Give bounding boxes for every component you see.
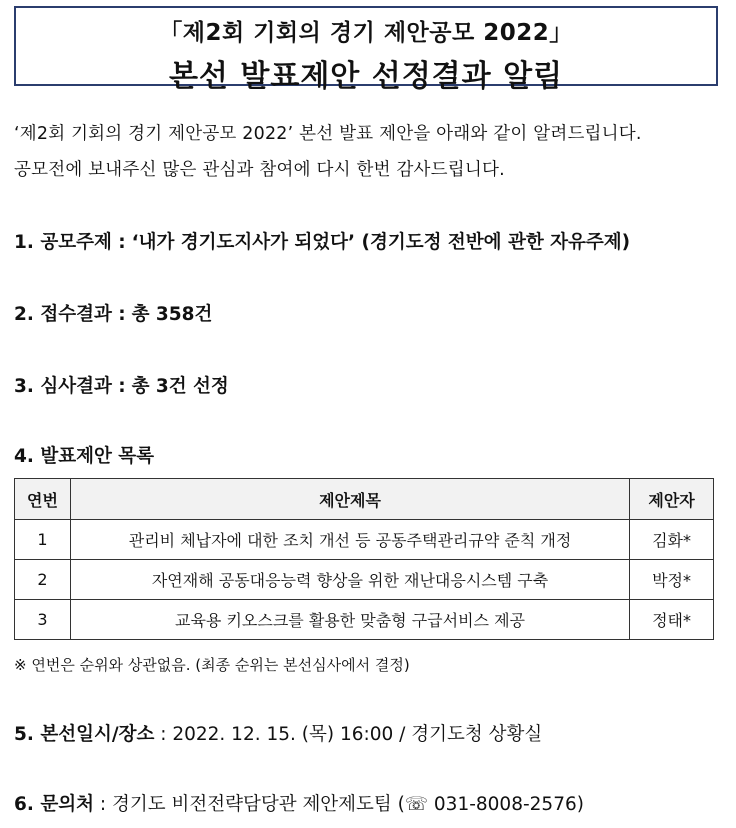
table-header-number: 연번 — [15, 479, 71, 520]
table-row — [15, 560, 714, 600]
item-review-label: 3. 심사결과 : — [14, 376, 126, 397]
table-header-row — [15, 479, 714, 520]
item-received-value: 총 358건 — [131, 304, 213, 325]
table-row — [15, 520, 714, 560]
proposal-table — [14, 478, 714, 640]
item-contact — [14, 790, 584, 816]
table-header-title: 제안제목 — [70, 479, 629, 520]
table-cell-proposer: 박정* — [630, 560, 714, 600]
item-topic — [14, 228, 630, 254]
intro-line-1: ‘제2회 기회의 경기 제안공모 2022’ 본선 발표 제안을 아래와 같이 알려드립니다. — [14, 124, 642, 144]
title-box — [14, 6, 718, 94]
item-topic-label: 1. 공모주제 : — [14, 232, 126, 253]
item-review — [14, 372, 229, 398]
item-date-label: 5. 본선일시/장소 — [14, 724, 155, 745]
page-title: 본선 발표제안 선정결과 알림 — [168, 59, 564, 94]
intro-paragraph — [14, 116, 726, 188]
table-cell-title: 자연재해 공동대응능력 향상을 위한 재난대응시스템 구축 — [70, 560, 629, 600]
table-cell-number: 3 — [15, 600, 71, 640]
item-contact-value: 경기도 비전전략담당관 제안제도팀 (☏ 031-8008-2576) — [111, 794, 584, 815]
table-cell-proposer: 김화* — [630, 520, 714, 560]
item-received-label: 2. 접수결과 : — [14, 304, 126, 325]
item-list-heading — [14, 442, 154, 468]
item-list-heading-label: 4. 발표제안 목록 — [14, 446, 155, 467]
item-date-value: 2022. 12. 15. (목) 16:00 / 경기도청 상황실 — [172, 724, 543, 745]
intro-line-2: 공모전에 보내주신 많은 관심과 참여에 다시 한번 감사드립니다. — [14, 160, 505, 180]
table-row — [15, 600, 714, 640]
table-cell-title: 교육용 키오스크를 활용한 맞춤형 구급서비스 제공 — [70, 600, 629, 640]
table-note: ※ 연번은 순위와 상관없음. (최종 순위는 본선심사에서 결정) — [14, 656, 410, 674]
item-date-separator: : — [154, 724, 173, 745]
table-cell-number: 1 — [15, 520, 71, 560]
title-subtitle: 「제2회 기회의 경기 제안공모 2022」 — [159, 20, 573, 46]
table-cell-number: 2 — [15, 560, 71, 600]
item-received — [14, 300, 212, 326]
table-header-proposer: 제안자 — [630, 479, 714, 520]
item-date — [14, 720, 542, 746]
item-contact-separator: : — [93, 794, 112, 815]
table-cell-title: 관리비 체납자에 대한 조치 개선 등 공동주택관리규약 준칙 개정 — [70, 520, 629, 560]
item-review-value: 총 3건 선정 — [131, 376, 229, 397]
table-cell-proposer: 정태* — [630, 600, 714, 640]
item-contact-label: 6. 문의처 — [14, 794, 94, 815]
item-topic-value: ‘내가 경기도지사가 되었다’ (경기도정 전반에 관한 자유주제) — [131, 232, 631, 253]
